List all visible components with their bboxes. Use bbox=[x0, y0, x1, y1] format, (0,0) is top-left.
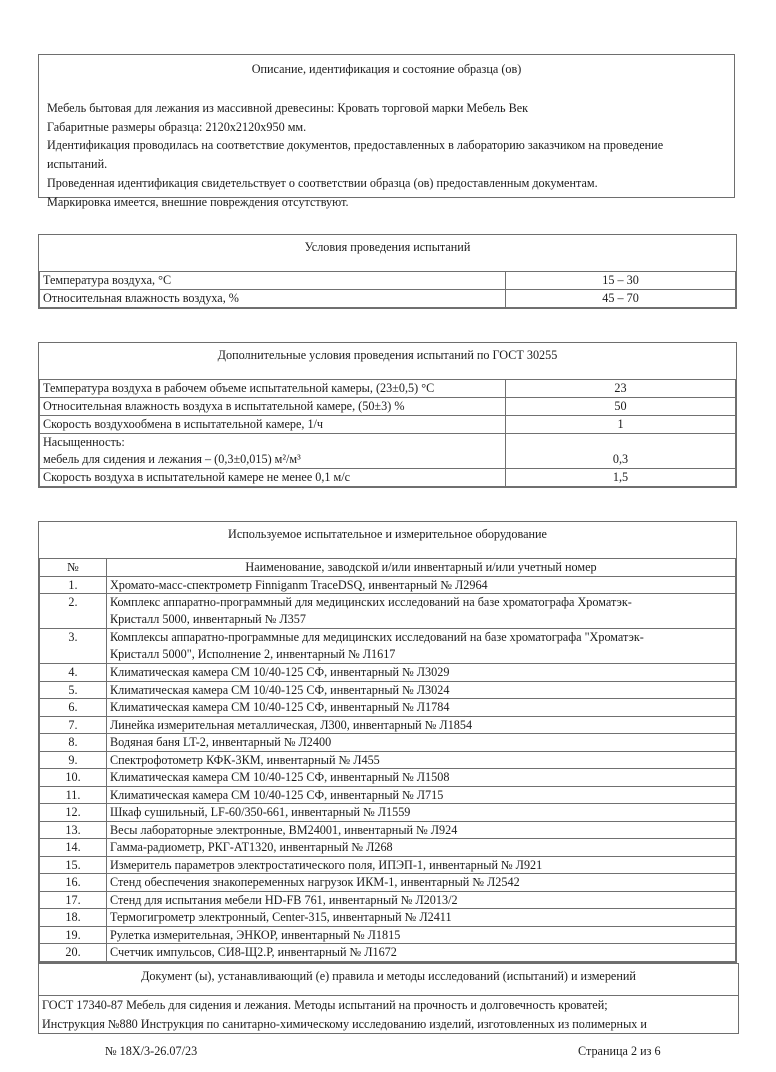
additional-conditions-table bbox=[38, 342, 737, 488]
description-line: Габаритные размеры образца: 2120х2120х950 мм. bbox=[47, 119, 307, 134]
sample-description-section bbox=[38, 54, 735, 209]
table-row bbox=[40, 272, 736, 290]
value-cell: 1 bbox=[506, 416, 736, 434]
page-number: Страница 2 из 6 bbox=[578, 1044, 661, 1058]
column-header-number: № bbox=[40, 559, 107, 577]
parameter-cell: Температура воздуха, °С bbox=[40, 272, 506, 290]
parameter-cell: Относительная влажность воздуха, % bbox=[40, 290, 506, 308]
item-number: 10. bbox=[40, 769, 107, 787]
equipment-name: Термогигрометр электронный, Center-315, инвентарный № Л2411 bbox=[107, 909, 736, 927]
equipment-name: Климатическая камера СМ 10/40-125 СФ, инвентарный № Л1784 bbox=[107, 699, 736, 717]
table-row bbox=[40, 469, 736, 487]
equipment-name-line: Кристалл 5000, инвентарный № Л357 bbox=[110, 612, 306, 626]
equipment-name: Счетчик импульсов, СИ8-Щ2.Р, инвентарный № Л1672 bbox=[107, 944, 736, 962]
item-number: 8. bbox=[40, 734, 107, 752]
description-line: Проведенная идентификация свидетельствует о соответствии образца (ов) предоставленным документам. bbox=[47, 175, 598, 190]
table-row bbox=[40, 681, 736, 699]
description-line: Маркировка имеется, внешние повреждения отсутствуют. bbox=[47, 194, 349, 209]
table-row bbox=[40, 434, 736, 469]
item-number: 5. bbox=[40, 681, 107, 699]
value-cell: 45 – 70 bbox=[506, 290, 736, 308]
parameter-cell: Скорость воздухообмена в испытательной камере, 1/ч bbox=[40, 416, 506, 434]
table-row bbox=[40, 874, 736, 892]
equipment-name-line: Комплекс аппаратно-программный для медицинских исследований на базе хроматографа Хроматэк- bbox=[110, 595, 632, 609]
table-row bbox=[40, 629, 736, 664]
item-number: 9. bbox=[40, 751, 107, 769]
table-row bbox=[40, 926, 736, 944]
equipment-table bbox=[38, 521, 737, 963]
table-row bbox=[40, 699, 736, 717]
table-row bbox=[40, 380, 736, 398]
document-line: Инструкция №880 Инструкция по санитарно-химическому исследованию изделий, изготовленных из полимерных и bbox=[42, 1017, 647, 1031]
section-title: Описание, идентификация и состояние образца (ов) bbox=[251, 62, 522, 76]
item-number: 7. bbox=[40, 716, 107, 734]
table-row bbox=[40, 944, 736, 962]
equipment-name: Линейка измерительная металлическая, Л300, инвентарный № Л1854 bbox=[107, 716, 736, 734]
equipment-name: Шкаф сушильный, LF-60/350-661, инвентарный № Л1559 bbox=[107, 804, 736, 822]
equipment-name: Гамма-радиометр, РКГ-АТ1320, инвентарный № Л268 bbox=[107, 839, 736, 857]
description-line: Идентификация проводилась на соответствие документов, предоставленных в лабораторию заказчиком на проведение bbox=[47, 138, 664, 153]
equipment-name: Климатическая камера СМ 10/40-125 СФ, инвентарный № Л3029 bbox=[107, 664, 736, 682]
table-row bbox=[40, 576, 736, 594]
equipment-name bbox=[107, 594, 736, 629]
equipment-name: Хромато-масс-спектрометр Finniganm TraceDSQ, инвентарный № Л2964 bbox=[107, 576, 736, 594]
column-header-row bbox=[40, 559, 736, 577]
table-row bbox=[40, 839, 736, 857]
table-row bbox=[40, 786, 736, 804]
parameter-line: Насыщенность: bbox=[43, 435, 125, 449]
equipment-name: Водяная баня LT-2, инвентарный № Л2400 bbox=[107, 734, 736, 752]
table-row bbox=[40, 751, 736, 769]
item-number: 18. bbox=[40, 909, 107, 927]
item-number: 2. bbox=[40, 594, 107, 629]
parameter-line: мебель для сидения и лежания – (0,3±0,015) м²/м³ bbox=[43, 452, 301, 466]
equipment-name: Спектрофотометр КФК-3КМ, инвентарный № Л455 bbox=[107, 751, 736, 769]
table-row bbox=[40, 804, 736, 822]
item-number: 1. bbox=[40, 576, 107, 594]
item-number: 19. bbox=[40, 926, 107, 944]
equipment-name: Климатическая камера СМ 10/40-125 СФ, инвентарный № Л715 bbox=[107, 786, 736, 804]
equipment-name: Климатическая камера СМ 10/40-125 СФ, инвентарный № Л3024 bbox=[107, 681, 736, 699]
item-number: 12. bbox=[40, 804, 107, 822]
equipment-name-line: Комплексы аппаратно-программные для медицинских исследований на базе хроматографа "Хроматэк- bbox=[110, 630, 644, 644]
item-number: 14. bbox=[40, 839, 107, 857]
column-header-name: Наименование, заводской и/или инвентарный и/или учетный номер bbox=[107, 559, 736, 577]
value-cell: 0,3 bbox=[506, 434, 736, 469]
section-title: Дополнительные условия проведения испытаний по ГОСТ 30255 bbox=[40, 343, 736, 380]
item-number: 16. bbox=[40, 874, 107, 892]
equipment-name: Рулетка измерительная, ЭНКОР, инвентарный № Л1815 bbox=[107, 926, 736, 944]
table-row bbox=[40, 716, 736, 734]
value-cell: 15 – 30 bbox=[506, 272, 736, 290]
item-number: 13. bbox=[40, 821, 107, 839]
item-number: 3. bbox=[40, 629, 107, 664]
table-row bbox=[40, 856, 736, 874]
equipment-name: Стенд обеспечения знакопеременных нагрузок ИКМ-1, инвентарный № Л2542 bbox=[107, 874, 736, 892]
table-row bbox=[40, 821, 736, 839]
table-row bbox=[40, 891, 736, 909]
equipment-name: Весы лабораторные электронные, ВМ24001, инвентарный № Л924 bbox=[107, 821, 736, 839]
protocol-number: № 18Х/3-26.07/23 bbox=[105, 1044, 198, 1058]
item-number: 11. bbox=[40, 786, 107, 804]
section-title: Документ (ы), устанавливающий (е) правила и методы исследований (испытаний) и измерений bbox=[141, 969, 636, 983]
item-number: 15. bbox=[40, 856, 107, 874]
parameter-cell: Относительная влажность воздуха в испытательной камере, (50±3) % bbox=[40, 398, 506, 416]
value-cell: 50 bbox=[506, 398, 736, 416]
table-row bbox=[40, 664, 736, 682]
value-cell: 23 bbox=[506, 380, 736, 398]
item-number: 6. bbox=[40, 699, 107, 717]
item-number: 20. bbox=[40, 944, 107, 962]
equipment-name: Стенд для испытания мебели HD-FB 761, инвентарный № Л2013/2 bbox=[107, 891, 736, 909]
table-row bbox=[40, 769, 736, 787]
parameter-cell bbox=[40, 434, 506, 469]
parameter-cell: Скорость воздуха в испытательной камере не менее 0,1 м/с bbox=[40, 469, 506, 487]
equipment-name: Измеритель параметров электростатического поля, ИПЭП-1, инвентарный № Л921 bbox=[107, 856, 736, 874]
table-row bbox=[40, 398, 736, 416]
methods-documents-section bbox=[38, 963, 739, 1034]
document-line: ГОСТ 17340-87 Мебель для сидения и лежания. Методы испытаний на прочность и долговечность кроватей; bbox=[42, 998, 608, 1012]
table-row bbox=[40, 416, 736, 434]
table-row bbox=[40, 909, 736, 927]
value-cell: 1,5 bbox=[506, 469, 736, 487]
table-row bbox=[40, 594, 736, 629]
equipment-name bbox=[107, 629, 736, 664]
section-title: Используемое испытательное и измерительное оборудование bbox=[40, 522, 736, 559]
description-line: Мебель бытовая для лежания из массивной древесины: Кровать торговой марки Мебель Век bbox=[47, 101, 529, 115]
section-title: Условия проведения испытаний bbox=[40, 235, 736, 272]
equipment-name: Климатическая камера СМ 10/40-125 СФ, инвентарный № Л1508 bbox=[107, 769, 736, 787]
item-number: 17. bbox=[40, 891, 107, 909]
parameter-cell: Температура воздуха в рабочем объеме испытательной камеры, (23±0,5) °С bbox=[40, 380, 506, 398]
table-row bbox=[40, 734, 736, 752]
test-conditions-table bbox=[38, 234, 737, 309]
table-row bbox=[40, 290, 736, 308]
description-line: испытаний. bbox=[47, 157, 108, 172]
equipment-name-line: Кристалл 5000", Исполнение 2, инвентарный № Л1617 bbox=[110, 647, 396, 661]
item-number: 4. bbox=[40, 664, 107, 682]
